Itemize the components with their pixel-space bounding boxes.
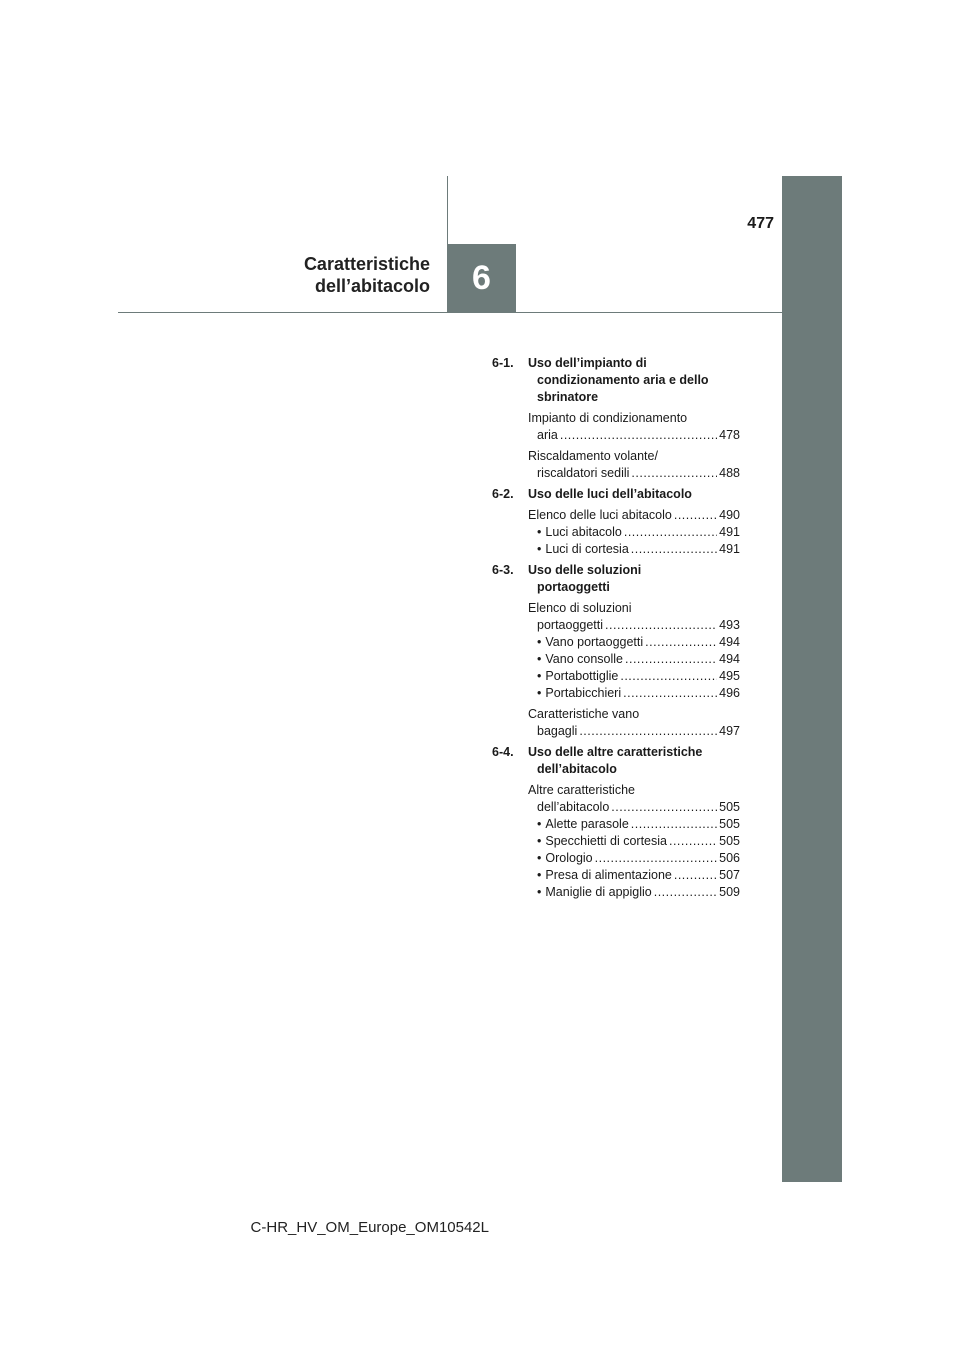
toc-subentry-title: Alette parasole: [545, 817, 629, 831]
toc-entry-title: aria: [537, 428, 558, 442]
toc-entry[interactable]: [528, 799, 740, 816]
bullet-icon: •: [537, 686, 542, 700]
bullet-icon: •: [537, 868, 542, 882]
toc-page-number: 495: [719, 669, 740, 683]
toc-entry-title: Caratteristiche vano: [528, 707, 640, 721]
leader-dots: [669, 833, 717, 850]
toc-page-number: 507: [719, 868, 740, 882]
toc-entry[interactable]: [492, 410, 740, 444]
leader-dots: [624, 524, 717, 541]
toc-page-number: 493: [719, 618, 740, 632]
leader-dots: [623, 685, 717, 702]
toc-subentry[interactable]: [528, 668, 740, 685]
toc-subentry-title: Luci di cortesia: [545, 542, 629, 556]
section-title-line: sbrinatore: [537, 390, 599, 404]
leader-dots: [631, 465, 717, 482]
toc-subentry-title: Presa di alimentazione: [545, 868, 672, 882]
toc-page-number: 491: [719, 542, 740, 556]
bullet-icon: •: [537, 525, 542, 539]
bullet-icon: •: [537, 851, 542, 865]
toc-entry[interactable]: [528, 507, 740, 524]
toc-entry-group: [492, 600, 740, 702]
toc-subentry[interactable]: [528, 816, 740, 833]
toc-page-number: 491: [719, 525, 740, 539]
toc-entry-title: Riscaldamento volante/: [528, 449, 658, 463]
section-number: 6-1.: [492, 356, 514, 370]
chapter-title-line2: dell’abitacolo: [314, 276, 430, 296]
section-title: [528, 562, 740, 596]
leader-dots: [605, 617, 717, 634]
toc-subentry[interactable]: [528, 850, 740, 867]
leader-dots: [611, 799, 717, 816]
toc-entry-title: Elenco di soluzioni: [528, 601, 632, 615]
toc-entry-title: riscaldatori sedili: [537, 466, 630, 480]
toc-subentry-title: Luci abitacolo: [545, 525, 622, 539]
chapter-title: [170, 253, 430, 297]
section-title-line: Uso dell’impianto di: [528, 356, 647, 370]
leader-dots: [595, 850, 718, 867]
toc-subentry-title: Specchietti di cortesia: [545, 834, 667, 848]
leader-dots: [654, 884, 717, 901]
toc-page-number: 478: [719, 428, 740, 442]
toc-subentry-title: Portabottiglie: [545, 669, 619, 683]
toc-section-6-4: [492, 744, 740, 901]
bullet-icon: •: [537, 652, 542, 666]
section-title-line: condizionamento aria e dello: [537, 373, 709, 387]
leader-dots: [620, 668, 717, 685]
leader-dots: [631, 816, 717, 833]
leader-dots: [560, 427, 717, 444]
toc-entry[interactable]: [492, 706, 740, 740]
section-title-line: portaoggetti: [537, 580, 610, 594]
leader-dots: [674, 867, 717, 884]
toc-section-6-1: [492, 355, 740, 482]
bullet-icon: •: [537, 885, 542, 899]
header-rule: [118, 312, 782, 313]
toc-subentry-title: Portabicchieri: [545, 686, 622, 700]
section-title: [528, 744, 740, 778]
toc-entry-title: Impianto di condizionamento: [528, 411, 688, 425]
section-number: 6-2.: [492, 487, 514, 501]
toc-section-6-3: [492, 562, 740, 740]
leader-dots: [625, 651, 717, 668]
chapter-number-box: 6: [447, 244, 516, 313]
toc-entry-title: Altre caratteristiche: [528, 783, 635, 797]
toc-page-number: 509: [719, 885, 740, 899]
toc-subentry[interactable]: [528, 867, 740, 884]
toc-subentry[interactable]: [528, 524, 740, 541]
section-title-line: Uso delle soluzioni: [528, 563, 642, 577]
toc-entry[interactable]: [492, 448, 740, 482]
section-title-line: Uso delle luci dell’abitacolo: [528, 487, 692, 501]
toc-subentry-title: Maniglie di appiglio: [545, 885, 652, 899]
document-footer-code: C-HR_HV_OM_Europe_OM10542L: [250, 1219, 489, 1236]
toc-entry-title: dell’abitacolo: [537, 800, 610, 814]
toc-entry-group: [492, 507, 740, 558]
toc-page-number: 506: [719, 851, 740, 865]
toc-subentry[interactable]: [528, 833, 740, 850]
toc-subentry[interactable]: [528, 685, 740, 702]
toc-page-number: 505: [719, 800, 740, 814]
toc-page-number: 505: [719, 817, 740, 831]
chapter-side-tab: [782, 176, 842, 1182]
toc-page-number: 497: [719, 724, 740, 738]
toc-subentry-title: Orologio: [545, 851, 593, 865]
bullet-icon: •: [537, 542, 542, 556]
section-title-line: Uso delle altre caratteristiche: [528, 745, 703, 759]
bullet-icon: •: [537, 817, 542, 831]
toc-subentry[interactable]: [528, 884, 740, 901]
toc-subentry[interactable]: [528, 541, 740, 558]
toc-subentry[interactable]: [528, 651, 740, 668]
leader-dots: [579, 723, 717, 740]
leader-dots: [645, 634, 717, 651]
toc-page-number: 494: [719, 652, 740, 666]
toc-page-number: 494: [719, 635, 740, 649]
section-title: [528, 355, 740, 406]
bullet-icon: •: [537, 669, 542, 683]
toc-entry-title: portaoggetti: [537, 618, 604, 632]
toc-subentry-title: Vano consolle: [545, 652, 623, 666]
section-number: 6-3.: [492, 563, 514, 577]
table-of-contents: [492, 355, 740, 905]
page-number: 477: [747, 215, 774, 232]
section-number: 6-4.: [492, 745, 514, 759]
toc-entry-title: bagagli: [537, 724, 578, 738]
leader-dots: [631, 541, 717, 558]
vertical-divider: [447, 176, 448, 244]
toc-section-6-2: [492, 486, 740, 558]
toc-subentry-title: Vano portaoggetti: [545, 635, 644, 649]
section-title: [528, 486, 740, 503]
toc-page-number: 505: [719, 834, 740, 848]
leader-dots: [674, 507, 717, 524]
section-title-line: dell’abitacolo: [537, 762, 617, 776]
toc-entry-group: [492, 782, 740, 901]
toc-entry-title: Elenco delle luci abitacolo: [528, 508, 672, 522]
toc-entry[interactable]: [528, 617, 740, 634]
toc-page-number: 488: [719, 466, 740, 480]
bullet-icon: •: [537, 834, 542, 848]
bullet-icon: •: [537, 635, 542, 649]
toc-page-number: 490: [719, 508, 740, 522]
toc-page-number: 496: [719, 686, 740, 700]
chapter-title-line1: Caratteristiche: [303, 254, 430, 274]
toc-subentry[interactable]: [528, 634, 740, 651]
